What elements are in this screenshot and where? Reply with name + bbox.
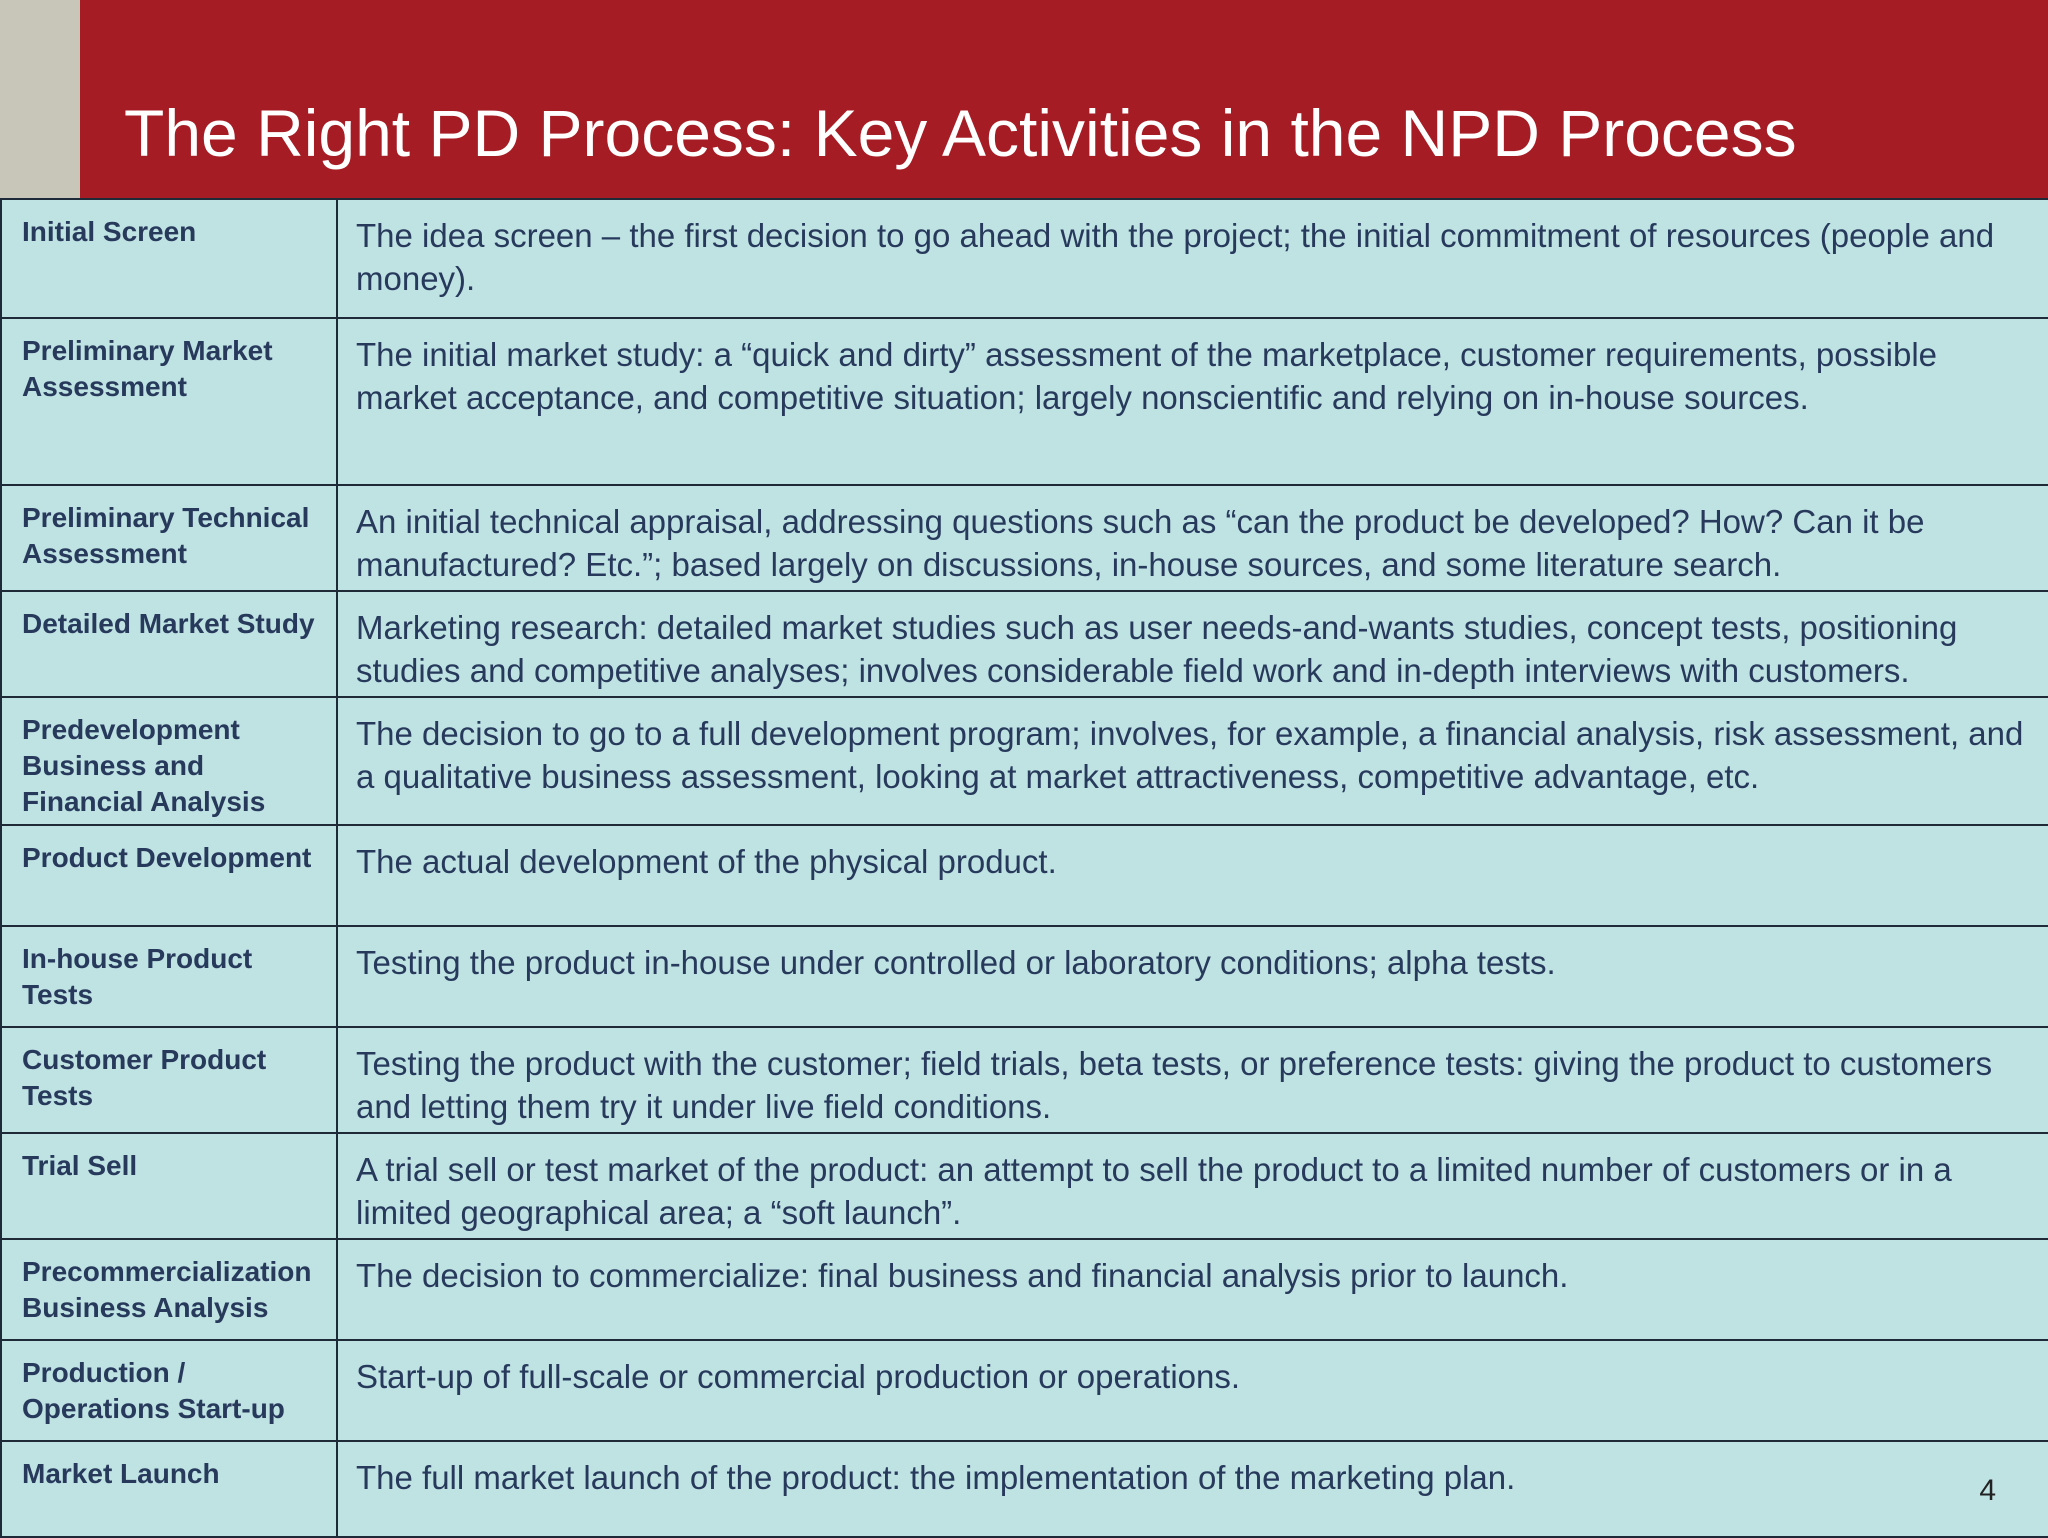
slide-title: The Right PD Process: Key Activities in the NPD Process [124,96,1797,170]
activity-name: Market Launch [1,1441,337,1537]
activity-description: The initial market study: a “quick and dirty” assessment of the marketplace, customer requirements, possible market acceptance, and competitive situation; largely nonscientific and relying on in-house sources. [337,318,2048,485]
activity-description: The idea screen – the first decision to go ahead with the project; the initial commitment of resources (people and money). [337,199,2048,318]
activity-name: Detailed Market Study [1,591,337,697]
table-row [1,1239,2048,1340]
table-row [1,591,2048,697]
activity-name: Preliminary Technical Assessment [1,485,337,591]
table-row [1,825,2048,926]
activity-name: Trial Sell [1,1133,337,1239]
table-row [1,1133,2048,1239]
activity-description: The decision to commercialize: final business and financial analysis prior to launch. [337,1239,2048,1340]
activity-description: A trial sell or test market of the product: an attempt to sell the product to a limited number of customers or in a limited geographical area; a “soft launch”. [337,1133,2048,1239]
activity-description: An initial technical appraisal, addressing questions such as “can the product be developed? How? Can it be manufactured? Etc.”; based largely on discussions, in-house sources, and some literature search. [337,485,2048,591]
title-bar-accent-strip [0,0,80,198]
activity-description: Testing the product with the customer; field trials, beta tests, or preference tests: giving the product to customers and letting them try it under live field conditions. [337,1027,2048,1133]
table-row [1,199,2048,318]
table-row [1,1027,2048,1133]
activity-name: In-house Product Tests [1,926,337,1027]
table-row [1,318,2048,485]
page-number: 4 [1979,1474,1996,1507]
activities-table [0,198,2048,1538]
activity-name: Preliminary Market Assessment [1,318,337,485]
activity-description: Marketing research: detailed market studies such as user needs-and-wants studies, concept tests, positioning studies and competitive analyses; involves considerable field work and in-depth interviews with customers. [337,591,2048,697]
activity-description: The actual development of the physical product. [337,825,2048,926]
activity-description: Testing the product in-house under controlled or laboratory conditions; alpha tests. [337,926,2048,1027]
table-row [1,926,2048,1027]
table-row [1,697,2048,825]
table-row [1,485,2048,591]
activity-name: Predevelopment Business and Financial Analysis [1,697,337,825]
activity-name: Customer Product Tests [1,1027,337,1133]
activity-description: The decision to go to a full development program; involves, for example, a financial analysis, risk assessment, and a qualitative business assessment, looking at market attractiveness, competitive advantage, etc. [337,697,2048,825]
activity-name: Production / Operations Start-up [1,1340,337,1441]
activity-name: Precommercialization Business Analysis [1,1239,337,1340]
activity-name: Initial Screen [1,199,337,318]
activity-description: The full market launch of the product: the implementation of the marketing plan. [337,1441,2048,1537]
title-bar [0,0,2048,198]
activity-description: Start-up of full-scale or commercial production or operations. [337,1340,2048,1441]
table-row [1,1441,2048,1537]
table-row [1,1340,2048,1441]
activity-name: Product Development [1,825,337,926]
